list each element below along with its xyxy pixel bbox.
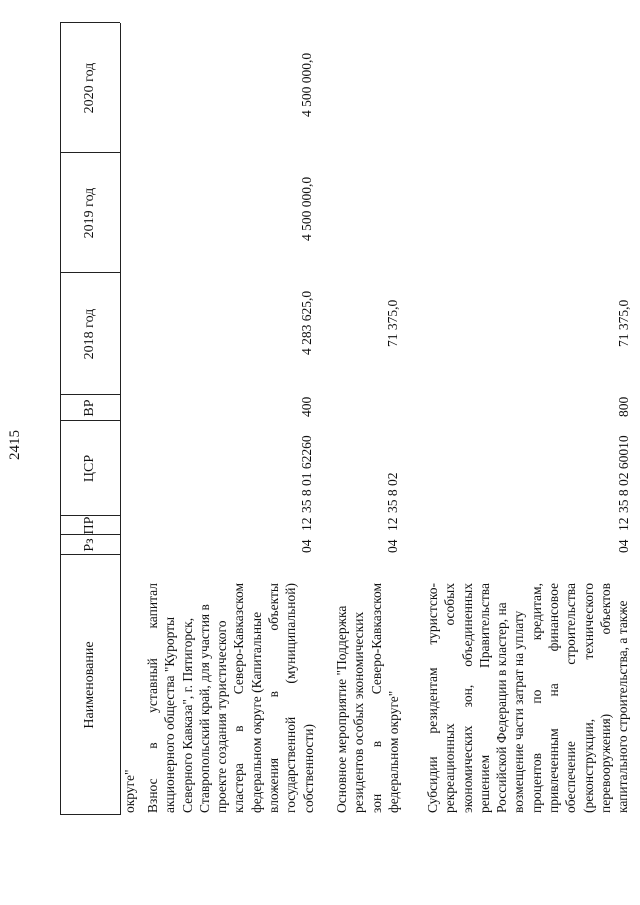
table-row-name: [333, 583, 402, 813]
column-header-csr: ЦСР: [82, 454, 97, 483]
column-header-pr: ПР: [82, 516, 97, 535]
name-text-line: [493, 583, 510, 813]
name-word: перевооружения): [597, 713, 613, 813]
name-text-line: [282, 583, 299, 813]
row-rz: 04: [385, 539, 400, 553]
row-pr: 12: [385, 517, 400, 531]
name-word: на: [546, 683, 562, 697]
name-word: в: [145, 742, 160, 749]
name-word: Ставропольский край, для участия в: [196, 604, 212, 813]
name-word: кредитам,: [528, 583, 544, 641]
column-header-2019: 2019 год: [82, 187, 97, 239]
name-text-line: [385, 583, 402, 813]
name-word: привлеченным: [546, 728, 562, 813]
name-word: резидентов особых экономических: [351, 611, 367, 813]
row-2019: 4 500 000,0: [299, 176, 314, 241]
name-text-line: [614, 583, 631, 813]
name-text-line: [528, 583, 545, 813]
row-csr: 35 8 02 60010: [616, 435, 631, 513]
name-word: Российской Федерации в кластер, на: [494, 602, 510, 813]
name-word: Правительства: [476, 583, 492, 668]
name-word: в: [231, 725, 247, 732]
name-word: резидентам: [425, 667, 440, 734]
column-header-vr: ВР: [82, 399, 97, 417]
name-text-line: [213, 583, 230, 813]
row-csr: 35 8 01 62260: [299, 435, 314, 513]
name-text-line: [300, 583, 317, 813]
name-word: финансовое: [546, 583, 562, 652]
carryover-text: округе": [122, 769, 137, 813]
name-text-line: [441, 583, 458, 813]
row-2018: 71 375,0: [616, 299, 631, 347]
row-csr: 35 8 02: [385, 472, 400, 513]
name-word: объектов: [597, 583, 613, 635]
row-rz: 04: [299, 539, 314, 553]
name-word: государственной: [283, 716, 299, 813]
name-word: акционерного общества "Курорты: [162, 616, 178, 813]
name-word: капитал: [145, 583, 160, 629]
name-word: уставный: [145, 658, 160, 713]
name-word: процентов: [528, 752, 544, 813]
table-row-name: [424, 583, 632, 813]
name-word: Основное мероприятие "Поддержка: [334, 605, 349, 813]
name-word: капитального строительства, а также: [615, 600, 631, 813]
name-text-line: [476, 583, 493, 813]
name-word: собственности): [300, 724, 316, 813]
name-text-line: [179, 583, 196, 813]
name-text-line: [562, 583, 579, 813]
name-word: (реконструкции,: [580, 718, 596, 813]
name-word: в: [368, 740, 384, 748]
column-header-rz: Рз: [82, 538, 97, 552]
name-word: в: [266, 691, 282, 698]
row-2018: 71 375,0: [385, 299, 400, 347]
name-word: туристско-: [425, 583, 440, 645]
name-word: объекты: [266, 583, 282, 631]
name-word: строительства: [563, 583, 579, 665]
name-text-line: [459, 583, 476, 813]
name-text-line: [597, 583, 614, 813]
name-word: объединенных: [459, 583, 475, 667]
row-2018: 4 283 625,0: [299, 290, 314, 355]
row-pr: 12: [616, 517, 631, 531]
name-word: Северо-Кавказском: [231, 583, 247, 695]
name-word: кластера: [231, 763, 247, 813]
name-word: зон: [368, 793, 384, 813]
name-word: особых: [442, 583, 458, 626]
name-text-line: [368, 583, 385, 813]
name-text-line: [144, 583, 161, 813]
row-2020: 4 500 000,0: [299, 52, 314, 117]
name-text-line: [265, 583, 282, 813]
name-word: обеспечение: [563, 741, 579, 813]
name-word: Северного Кавказа", г. Пятигорск,: [179, 617, 195, 813]
row-pr: 12: [299, 517, 314, 531]
name-word: проекте создания туристического: [214, 620, 230, 813]
name-text-line: [248, 583, 265, 813]
name-text-line: [350, 583, 367, 813]
row-rz: 04: [616, 539, 631, 553]
row-vr: 400: [299, 396, 314, 417]
name-word: Северо-Кавказском: [368, 583, 384, 695]
name-word: вложения: [266, 757, 282, 813]
name-text-line: [161, 583, 178, 813]
page-number: 2415: [7, 430, 23, 460]
name-word: Взнос: [145, 778, 160, 813]
table-row-name: [144, 583, 317, 813]
row-vr: 800: [616, 396, 631, 417]
name-word: (муниципальной): [283, 583, 299, 684]
name-text-line: [580, 583, 597, 813]
name-text-line: [424, 583, 441, 813]
name-text-line: [333, 583, 350, 813]
name-word: экономических: [459, 725, 475, 813]
name-text-line: [230, 583, 247, 813]
name-text-line: [196, 583, 213, 813]
name-word: федеральном округе": [385, 690, 401, 813]
column-header-name: Наименование: [82, 641, 97, 729]
name-word: технического: [580, 583, 596, 660]
name-word: Субсидии: [425, 756, 440, 813]
name-text-line: [510, 583, 527, 813]
name-word: федеральном округе (Капитальные: [248, 611, 264, 813]
name-word: решением: [476, 754, 492, 813]
name-text-line: [545, 583, 562, 813]
column-header-2018: 2018 год: [82, 308, 97, 360]
name-word: по: [528, 689, 544, 704]
name-word: возмещение части затрат на уплату: [511, 610, 527, 813]
column-header-2020: 2020 год: [82, 62, 97, 114]
name-word: зон,: [459, 684, 475, 708]
name-word: рекреационных: [442, 723, 458, 813]
